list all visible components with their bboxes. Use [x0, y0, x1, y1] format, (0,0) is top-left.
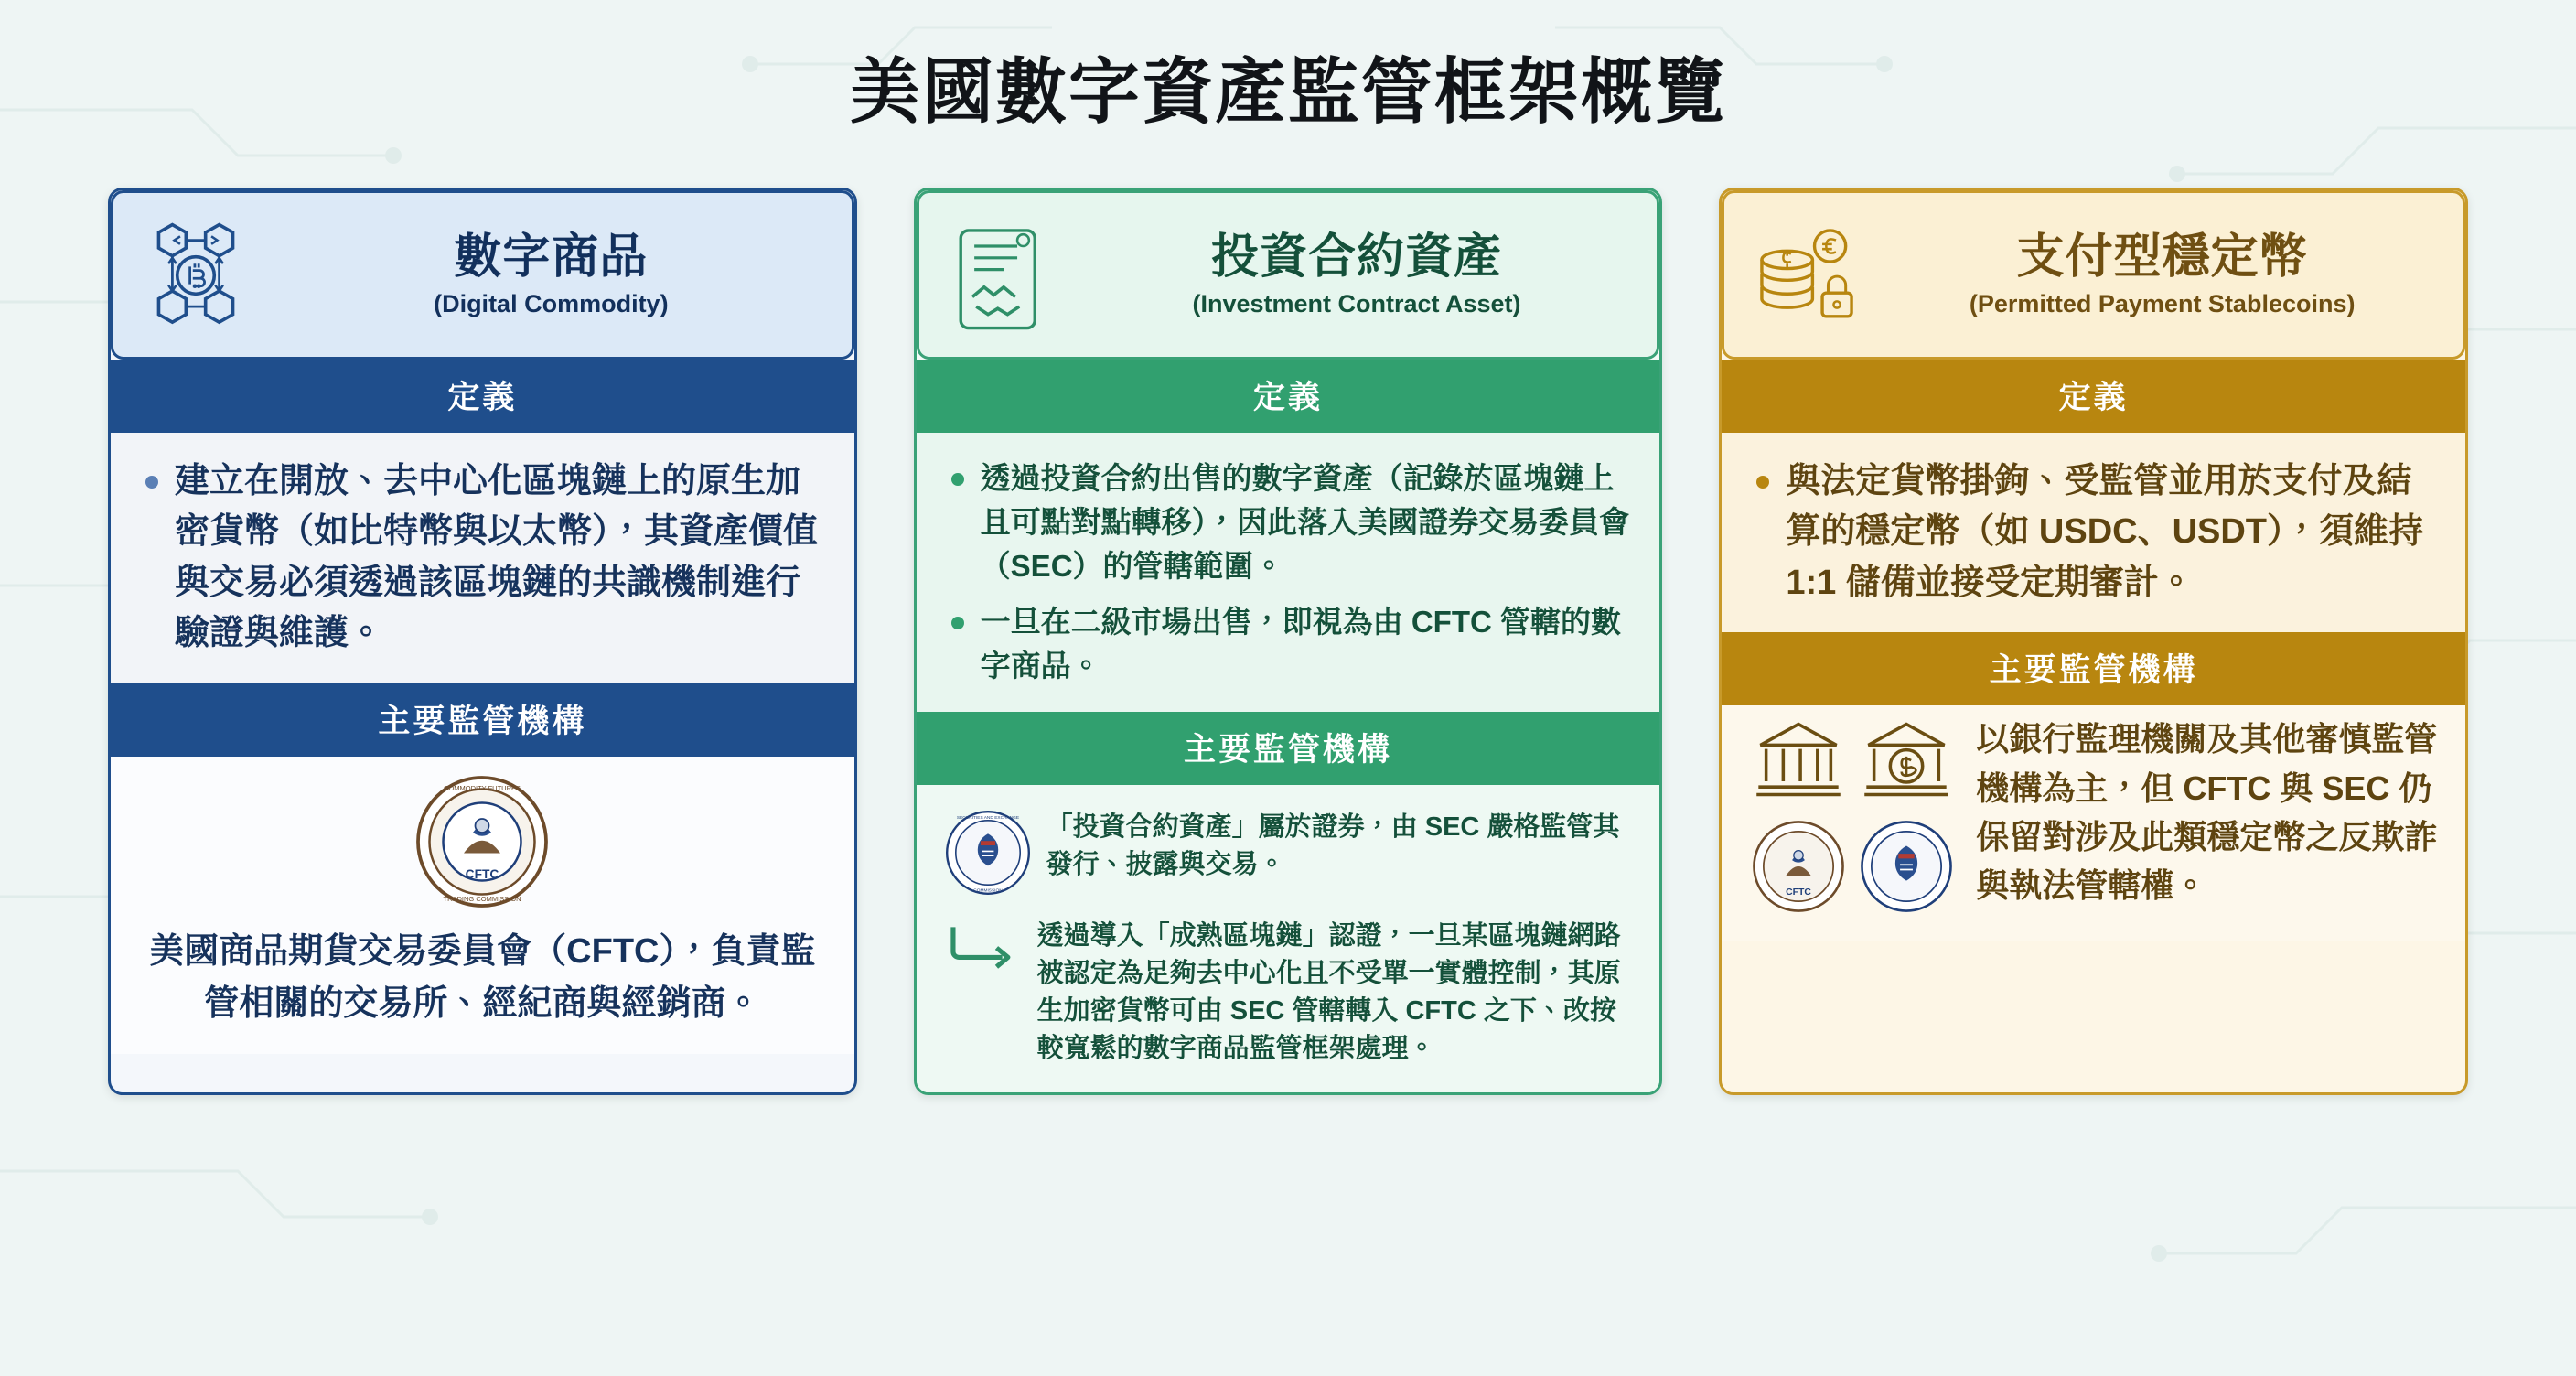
column-title-en: (Digital Commodity): [434, 290, 669, 318]
column-title-zh: 支付型穩定幣: [2016, 230, 2308, 284]
column-title-en: (Investment Contract Asset): [1192, 290, 1521, 318]
svg-text:CFTC: CFTC: [1786, 887, 1812, 898]
definition-bullet: 一旦在二級市場出售，即視為由 CFTC 管轄的數字商品。: [944, 600, 1633, 688]
definition-band-permitted-payment-stablecoins: 定義: [1722, 360, 2465, 433]
regulator-text-digital-commodity: 美國商品期貨交易委員會（CFTC），負責監管相關的交易所、經紀商與經銷商。: [149, 931, 816, 1023]
column-investment-contract-asset: [914, 188, 1663, 1095]
blockchain-bitcoin-icon: [135, 215, 256, 336]
regulator-body-permitted-payment-stablecoins: [1722, 705, 2465, 941]
definition-bullet: 透過投資合約出售的數字資產（記錄於區塊鏈上且可點對點轉移），因此落入美國證券交易委員會（SEC）的管轄範圍。: [944, 457, 1633, 589]
column-title-en: (Permitted Payment Stablecoins): [1969, 290, 2356, 318]
sec-seal-icon: [1859, 819, 1954, 919]
cftc-seal-icon: [413, 773, 551, 915]
definition-body-permitted-payment-stablecoins: [1722, 433, 2465, 632]
framework-columns: [108, 188, 2468, 1095]
svg-text:TRADING COMMISSION: TRADING COMMISSION: [443, 894, 521, 903]
svg-text:COMMODITY FUTURES: COMMODITY FUTURES: [444, 783, 521, 792]
regulator-row-text: 「投資合約資產」屬於證券，由 SEC 嚴格監管其發行、披露與交易。: [1046, 812, 1620, 880]
definition-body-investment-contract-asset: [917, 433, 1660, 712]
definition-bullet: 建立在開放、去中心化區塊鏈上的原生加密貨幣（如比特幣與以太幣），其資產價值與交易必須透過該區塊鏈的共識機制進行驗證與維護。: [138, 457, 827, 660]
contract-handshake-icon: [941, 215, 1062, 336]
column-title-zh: 數字商品: [454, 230, 649, 284]
coins-lock-euro-icon: [1746, 215, 1867, 336]
regulator-body-investment-contract-asset: [917, 785, 1660, 1092]
column-digital-commodity: [108, 188, 857, 1095]
definition-body-digital-commodity: [111, 433, 854, 683]
column-header-text-permitted-payment-stablecoins: [1884, 231, 2441, 319]
page-title: 美國數字資產監管框架概覽: [848, 51, 1727, 132]
column-header-text-investment-contract-asset: [1079, 231, 1636, 319]
regulator-text-permitted-payment-stablecoins: 以銀行監理機關及其他審慎監管機構為主，但 CFTC 與 SEC 仍保留對涉及此類穩定幣之反欺詐與執法管轄權。: [1976, 720, 2438, 905]
regulator-band-digital-commodity: 主要監管機構: [111, 683, 854, 757]
arrow-right-icon: [944, 918, 1023, 974]
sec-seal-icon: [944, 809, 1032, 901]
regulator-row-text: 透過導入「成熟區塊鏈」認證，一旦某區塊鏈網路被認定為足夠去中心化且不受單一實體控制，其原生加密貨幣可由 SEC 管轄轉入 CFTC 之下、改按較寬鬆的數字商品監管框架處理。: [1036, 920, 1621, 1064]
definition-band-investment-contract-asset: 定義: [917, 360, 1660, 433]
column-permitted-payment-stablecoins: [1719, 188, 2468, 1095]
column-header-investment-contract-asset: [917, 190, 1660, 360]
svg-text:SECURITIES AND EXCHANGE: SECURITIES AND EXCHANGE: [956, 816, 1019, 822]
bank-dollar-icon: [1859, 711, 1954, 811]
column-title-zh: 投資合約資產: [1211, 230, 1503, 284]
definition-bullet: 與法定貨幣掛鉤、受監管並用於支付及結算的穩定幣（如 USDC、USDT），須維持 1:1 儲備並接受定期審計。: [1749, 457, 2438, 608]
svg-text:CFTC: CFTC: [465, 866, 499, 881]
regulator-row: [944, 918, 1633, 1069]
svg-text:COMMISSION: COMMISSION: [972, 888, 1003, 894]
bank-classical-icon: [1751, 711, 1846, 811]
column-header-permitted-payment-stablecoins: [1722, 190, 2465, 360]
cftc-seal-icon: [1751, 819, 1846, 919]
regulator-band-permitted-payment-stablecoins: 主要監管機構: [1722, 632, 2465, 705]
regulator-row: [944, 809, 1633, 901]
regulator-body-digital-commodity: [111, 757, 854, 1054]
column-header-text-digital-commodity: [273, 231, 830, 319]
regulator-seal-grid: [1749, 711, 1956, 918]
column-header-digital-commodity: [111, 190, 854, 360]
regulator-band-investment-contract-asset: 主要監管機構: [917, 712, 1660, 785]
definition-band-digital-commodity: 定義: [111, 360, 854, 433]
